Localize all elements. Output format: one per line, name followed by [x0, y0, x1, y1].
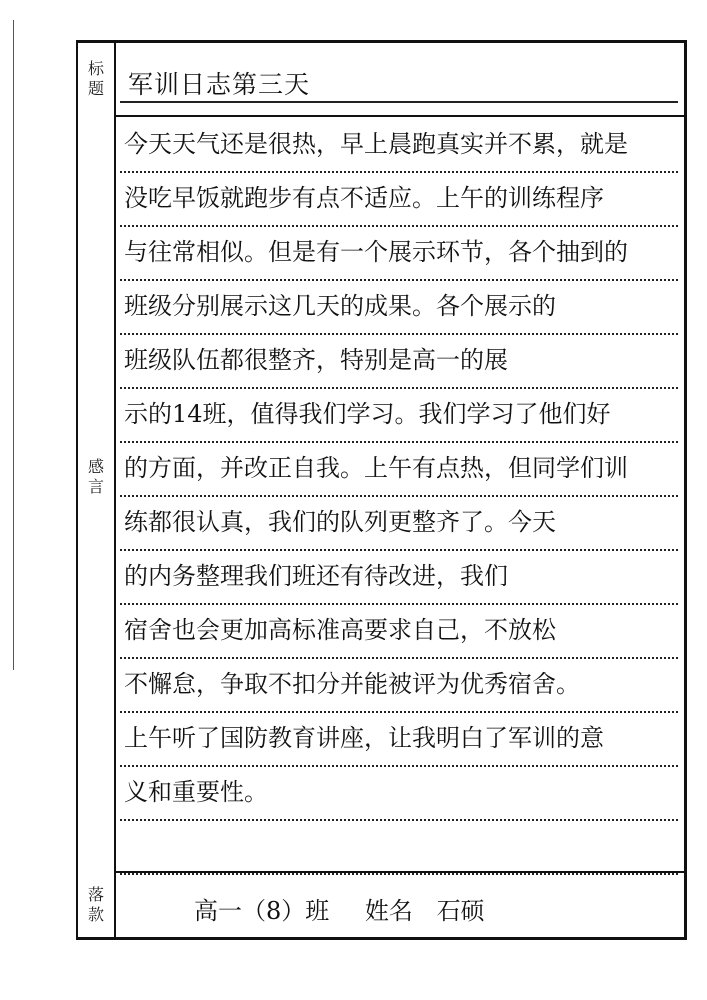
body-line: 上午听了国防教育讲座，让我明白了军训的意	[120, 713, 678, 767]
name-value: 石硕	[436, 897, 485, 925]
body-line	[120, 821, 678, 875]
binding-margin-line	[13, 20, 14, 670]
body-line: 没吃早饭就跑步有点不适应。上午的训练程序	[120, 173, 678, 227]
body-line: 班级分别展示这几天的成果。各个展示的	[120, 281, 678, 335]
content-column	[114, 43, 684, 937]
body-text-lines	[120, 119, 678, 875]
title-underline	[120, 101, 678, 103]
body-line: 不懈怠，争取不扣分并能被评为优秀宿舍。	[120, 659, 678, 713]
body-line: 与往常相似。但是有一个展示环节，各个抽到的	[120, 227, 678, 281]
class-label: 高一（8）班	[194, 897, 330, 925]
body-line: 宿舍也会更加高标准高要求自己，不放松	[120, 605, 678, 659]
signature-section	[114, 871, 684, 937]
body-line: 示的14班，值得我们学习。我们学习了他们好	[120, 389, 678, 443]
signature-section-label: 落款	[87, 885, 104, 924]
body-section-label: 感言	[87, 457, 104, 496]
body-line: 班级队伍都很整齐，特别是高一的展	[120, 335, 678, 389]
body-line: 的内务整理我们班还有待改进，我们	[120, 551, 678, 605]
name-label: 姓名	[364, 897, 413, 925]
body-line: 练都很认真，我们的队列更整齐了。今天	[120, 497, 678, 551]
body-line: 的方面，并改正自我。上午有点热，但同学们训	[120, 443, 678, 497]
body-line: 义和重要性。	[120, 767, 678, 821]
title-section	[114, 43, 684, 117]
label-column	[78, 43, 116, 937]
body-line: 今天天气还是很热，早上晨跑真实并不累，就是	[120, 119, 678, 173]
title-section-label: 标题	[87, 59, 104, 98]
signature-line	[194, 891, 493, 926]
journal-title: 军训日志第三天	[128, 70, 311, 99]
body-section	[114, 115, 684, 873]
journal-form	[76, 40, 687, 940]
